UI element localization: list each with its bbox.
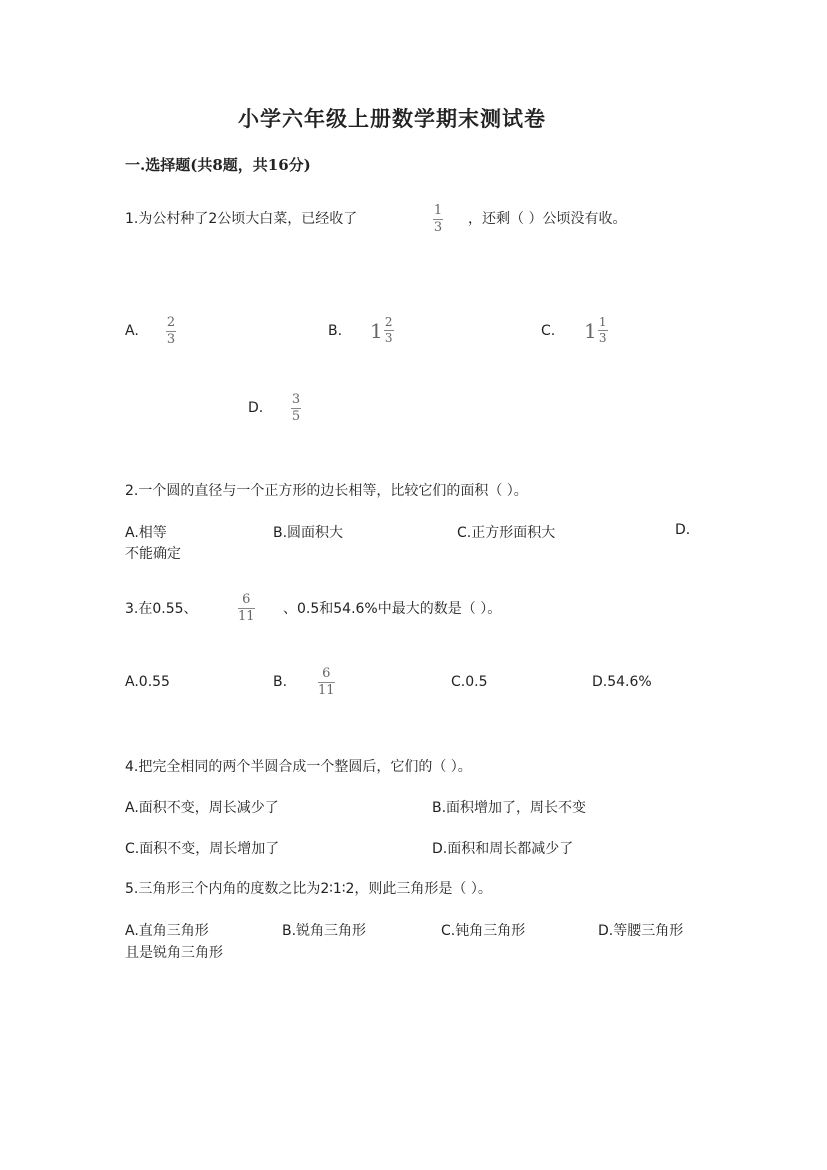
question-5-stem: 5.三角形三个内角的度数之比为2∶1∶2，则此三角形是（ ）。 — [125, 881, 492, 897]
option-c-label: C. — [541, 323, 556, 339]
question-3-stem-before: 3.在0.55、 — [125, 601, 198, 617]
option-d-text: 不能确定 — [125, 546, 181, 562]
option-c: C.面积不变，周长增加了 — [125, 841, 280, 857]
fraction-numerator: 1 — [433, 203, 443, 218]
fraction-numerator: 6 — [322, 666, 331, 681]
option-b: B.面积增加了，周长不变 — [432, 800, 587, 816]
option-b: B.锐角三角形 — [282, 923, 367, 939]
option-d-label: D. — [675, 522, 691, 538]
fraction-denominator: 11 — [318, 683, 335, 698]
option-a: A.直角三角形 — [125, 923, 209, 939]
question-3-stem-fraction — [238, 593, 255, 624]
fraction-denominator: 3 — [598, 331, 607, 345]
fraction-denominator: 11 — [238, 609, 255, 624]
option-d: D.等腰三角形 — [598, 923, 684, 939]
fraction-numerator: 6 — [242, 592, 251, 607]
option-c-mixed-number — [584, 316, 608, 345]
option-d: D.54.6% — [592, 674, 652, 690]
option-b-mixed-number — [370, 316, 394, 345]
fraction-denominator: 5 — [291, 409, 301, 424]
section-heading: 一.选择题(共8题，共16分) — [125, 156, 311, 174]
option-a-fraction — [166, 316, 176, 347]
option-b-label: B. — [328, 323, 343, 339]
fraction-denominator: 3 — [384, 331, 393, 345]
option-d: D.面积和周长都减少了 — [432, 841, 574, 857]
option-c: C.正方形面积大 — [457, 525, 556, 541]
question-2-stem: 2.一个圆的直径与一个正方形的边长相等，比较它们的面积（ ）。 — [125, 483, 528, 499]
option-a: A.相等 — [125, 525, 167, 541]
fraction-numerator: 3 — [291, 392, 301, 407]
question-1-stem-fraction — [433, 204, 443, 235]
option-c: C.钝角三角形 — [441, 923, 526, 939]
mixed-fraction — [384, 316, 394, 345]
question-1-stem-before: 1.为公村种了2公顷大白菜，已经收了 — [125, 211, 358, 227]
page-title: 小学六年级上册数学期末测试卷 — [238, 106, 546, 131]
option-d-fraction — [291, 393, 301, 424]
option-b: B.圆面积大 — [273, 525, 344, 541]
option-a: A.面积不变，周长减少了 — [125, 800, 279, 816]
question-1-stem-after: ，还剩（ ）公顷没有收。 — [468, 211, 627, 227]
fraction-denominator: 3 — [166, 332, 176, 347]
fraction-numerator: 2 — [166, 315, 176, 330]
fraction-numerator: 2 — [384, 315, 393, 329]
question-3-stem-after: 、0.5和54.6%中最大的数是（ ）。 — [283, 601, 502, 617]
option-a: A.0.55 — [125, 674, 170, 690]
mixed-fraction — [598, 316, 608, 345]
mixed-whole: 1 — [370, 318, 383, 343]
option-b-label: B. — [273, 674, 288, 690]
fraction-denominator: 3 — [433, 220, 443, 235]
fraction-numerator: 1 — [598, 315, 607, 329]
option-c: C.0.5 — [451, 674, 488, 690]
option-d-label: D. — [248, 400, 264, 416]
option-a-label: A. — [125, 323, 139, 339]
question-4-stem: 4.把完全相同的两个半圆合成一个整圆后，它们的（ ）。 — [125, 759, 472, 775]
option-d-continued: 且是锐角三角形 — [125, 945, 223, 961]
mixed-whole: 1 — [584, 318, 597, 343]
option-b-fraction — [318, 667, 335, 698]
